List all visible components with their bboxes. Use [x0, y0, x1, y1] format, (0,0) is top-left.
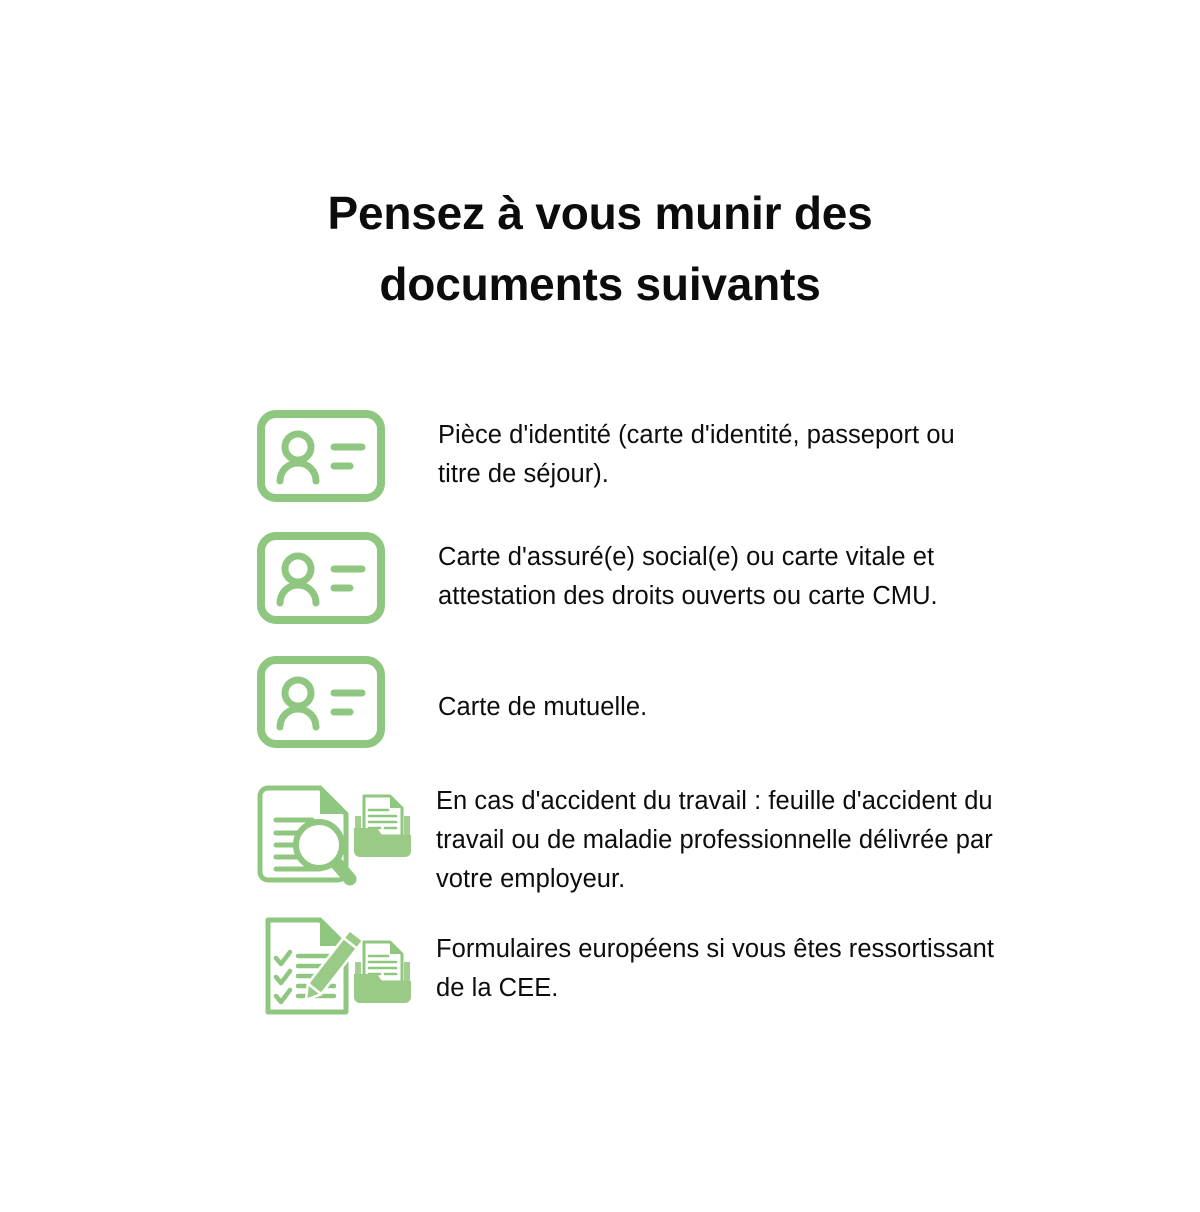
required-documents-list: [254, 400, 994, 1028]
list-item: [254, 522, 994, 646]
list-item: [254, 400, 994, 522]
list-item-label: Formulaires européens si vous êtes ressortissant de la CEE.: [436, 935, 994, 1002]
page-title-line-2: documents suivants: [379, 258, 821, 311]
list-item: [254, 908, 994, 1028]
list-item: [254, 646, 994, 774]
document-search-folder-icon: [254, 774, 436, 890]
list-item: [254, 774, 994, 908]
list-item-label: En cas d'accident du travail : feuille d'accident du travail ou de maladie professionnelle délivrée par votre employeur.: [436, 787, 993, 893]
list-item-label: Carte de mutuelle.: [438, 693, 648, 721]
list-item-label: Carte d'assuré(e) social(e) ou carte vitale et attestation des droits ouverts ou carte CMU.: [438, 543, 938, 610]
list-item-label: Pièce d'identité (carte d'identité, passeport ou titre de séjour).: [438, 421, 955, 488]
id-card-icon: [254, 400, 438, 503]
id-card-icon: [254, 522, 438, 625]
id-card-icon: [254, 646, 438, 749]
page-title: [280, 178, 920, 321]
page-title-line-1: Pensez à vous munir des: [327, 187, 873, 239]
checklist-pencil-folder-icon: [254, 908, 436, 1024]
